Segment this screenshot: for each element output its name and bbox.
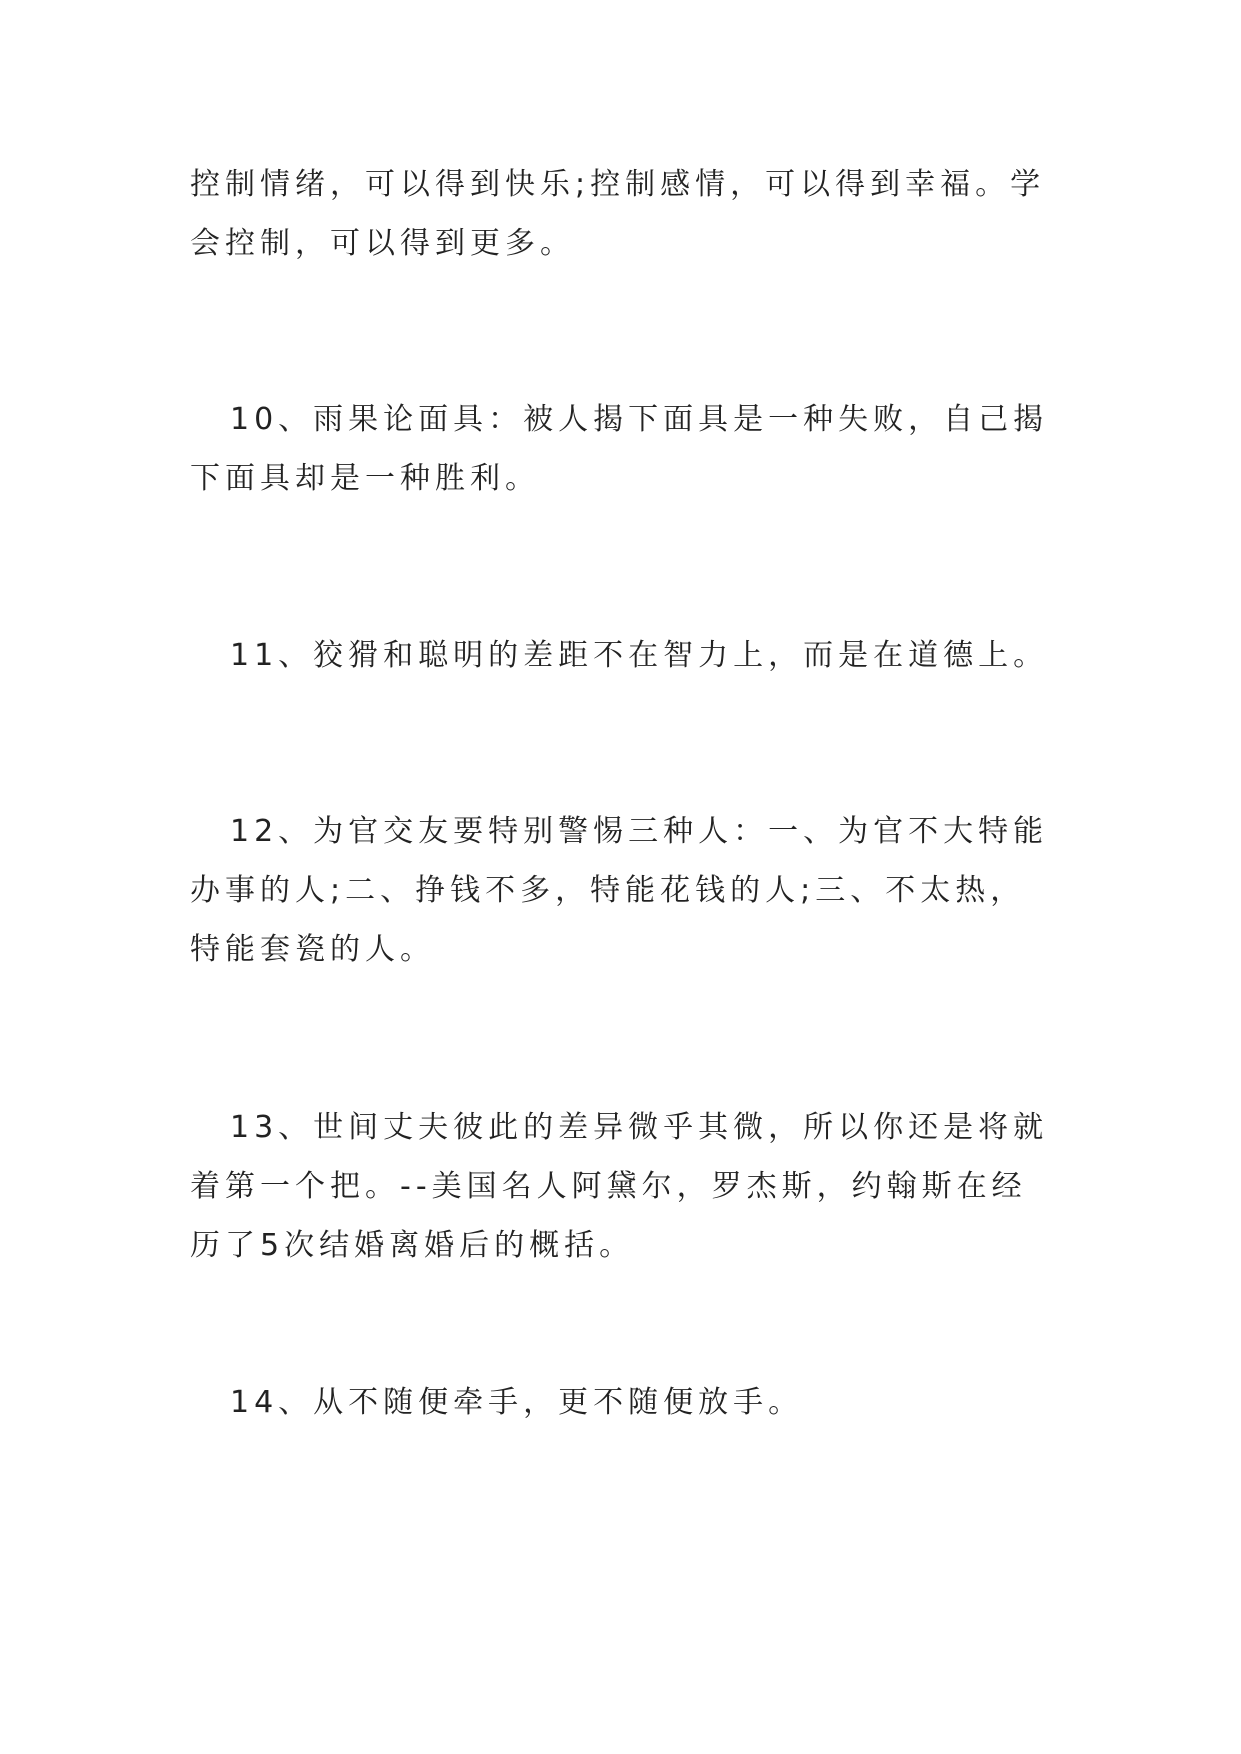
paragraph-13-husbands: 13、世间丈夫彼此的差异微乎其微，所以你还是将就着第一个把。--美国名人阿黛尔，罗杰斯，约翰斯在经历了5次结婚离婚后的概括。 — [190, 1110, 1049, 1263]
paragraph-control-emotions: 控制情绪，可以得到快乐;控制感情，可以得到幸福。学会控制，可以得到更多。 — [190, 167, 1046, 261]
paragraph-11-cunning-vs-smart: 11、狡猾和聪明的差距不在智力上，而是在道德上。 — [230, 638, 1049, 673]
paragraph-14-holding-hands: 14、从不随便牵手，更不随便放手。 — [230, 1385, 804, 1420]
paragraph-12-three-kinds-of-people: 12、为官交友要特别警惕三种人：一、为官不大特能办事的人;二、挣钱不多，特能花钱的人;三、不太热，特能套瓷的人。 — [190, 814, 1049, 967]
paragraph-10-hugo-mask: 10、雨果论面具：被人揭下面具是一种失败，自己揭下面具却是一种胜利。 — [190, 402, 1049, 496]
